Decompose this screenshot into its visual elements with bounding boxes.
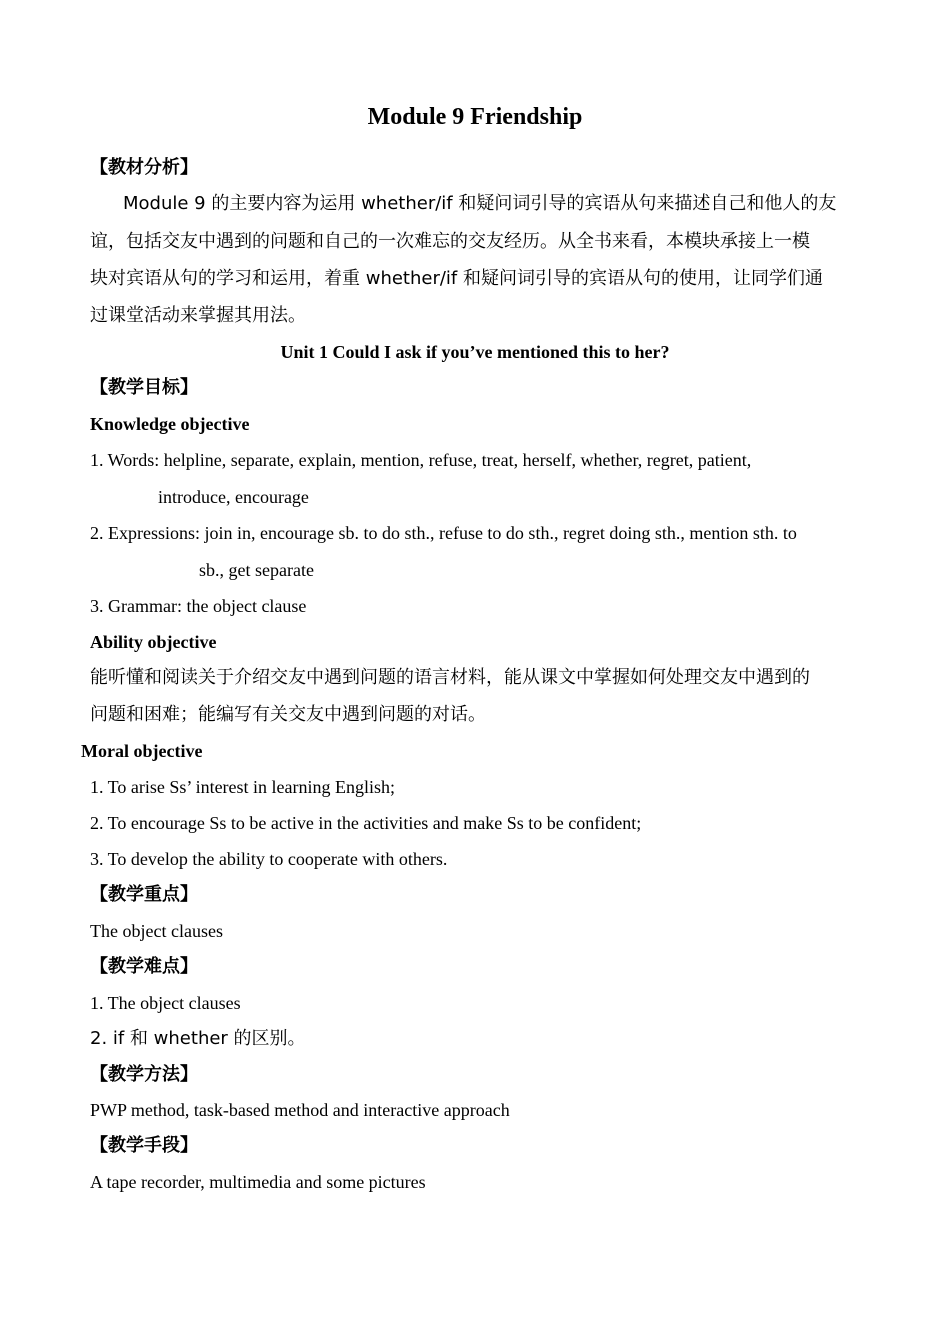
analysis-paragraph-line: 块对宾语从句的学习和运用，着重 whether/if 和疑问词引导的宾语从句的使用，让同学们通 [90, 268, 823, 289]
ability-objective-line: 问题和困难；能编写有关交友中遇到问题的对话。 [90, 704, 486, 725]
analysis-paragraph-line: 谊，包括交友中遇到的问题和自己的一次难忘的交友经历。从全书来看，本模块承接上一模 [90, 231, 810, 252]
moral-item: 3. To develop the ability to cooperate with others. [90, 849, 448, 869]
analysis-paragraph-line: Module 9 的主要内容为运用 whether/if 和疑问词引导的宾语从句来描述自己和他人的友 [123, 193, 837, 214]
section-heading-means: 【教学手段】 [90, 1135, 198, 1156]
knowledge-item: 3. Grammar: the object clause [90, 596, 307, 616]
moral-item: 2. To encourage Ss to be active in the activities and make Ss to be confident; [90, 813, 642, 833]
section-heading-methods: 【教学方法】 [90, 1064, 198, 1085]
moral-objective-label: Moral objective [81, 741, 203, 761]
section-heading-analysis: 【教材分析】 [90, 157, 198, 178]
section-heading-key-points: 【教学重点】 [90, 884, 198, 905]
ability-objective-label: Ability objective [90, 632, 217, 652]
means-text: A tape recorder, multimedia and some pictures [90, 1172, 426, 1192]
page-title: Module 9 Friendship [367, 104, 583, 130]
difficult-point-item: 1. The object clauses [90, 993, 241, 1013]
section-heading-objectives: 【教学目标】 [90, 377, 198, 398]
unit-title: Unit 1 Could I ask if you’ve mentioned this to her? [280, 342, 670, 362]
key-points-text: The object clauses [90, 921, 223, 941]
methods-text: PWP method, task-based method and interactive approach [90, 1100, 510, 1120]
knowledge-item-continuation: introduce, encourage [158, 487, 309, 507]
knowledge-item: 1. Words: helpline, separate, explain, mention, refuse, treat, herself, whether, regret, patient, [90, 450, 752, 470]
ability-objective-line: 能听懂和阅读关于介绍交友中遇到问题的语言材料，能从课文中掌握如何处理交友中遇到的 [90, 667, 810, 688]
knowledge-objective-label: Knowledge objective [90, 414, 250, 434]
section-heading-difficult-points: 【教学难点】 [90, 956, 198, 977]
moral-item: 1. To arise Ss’ interest in learning English; [90, 777, 396, 797]
difficult-point-item: 2. if 和 whether 的区别。 [90, 1028, 306, 1049]
knowledge-item-continuation: sb., get separate [199, 560, 314, 580]
analysis-paragraph-line: 过课堂活动来掌握其用法。 [90, 305, 306, 326]
knowledge-item: 2. Expressions: join in, encourage sb. to do sth., refuse to do sth., regret doing sth., mention sth. to [90, 523, 797, 543]
